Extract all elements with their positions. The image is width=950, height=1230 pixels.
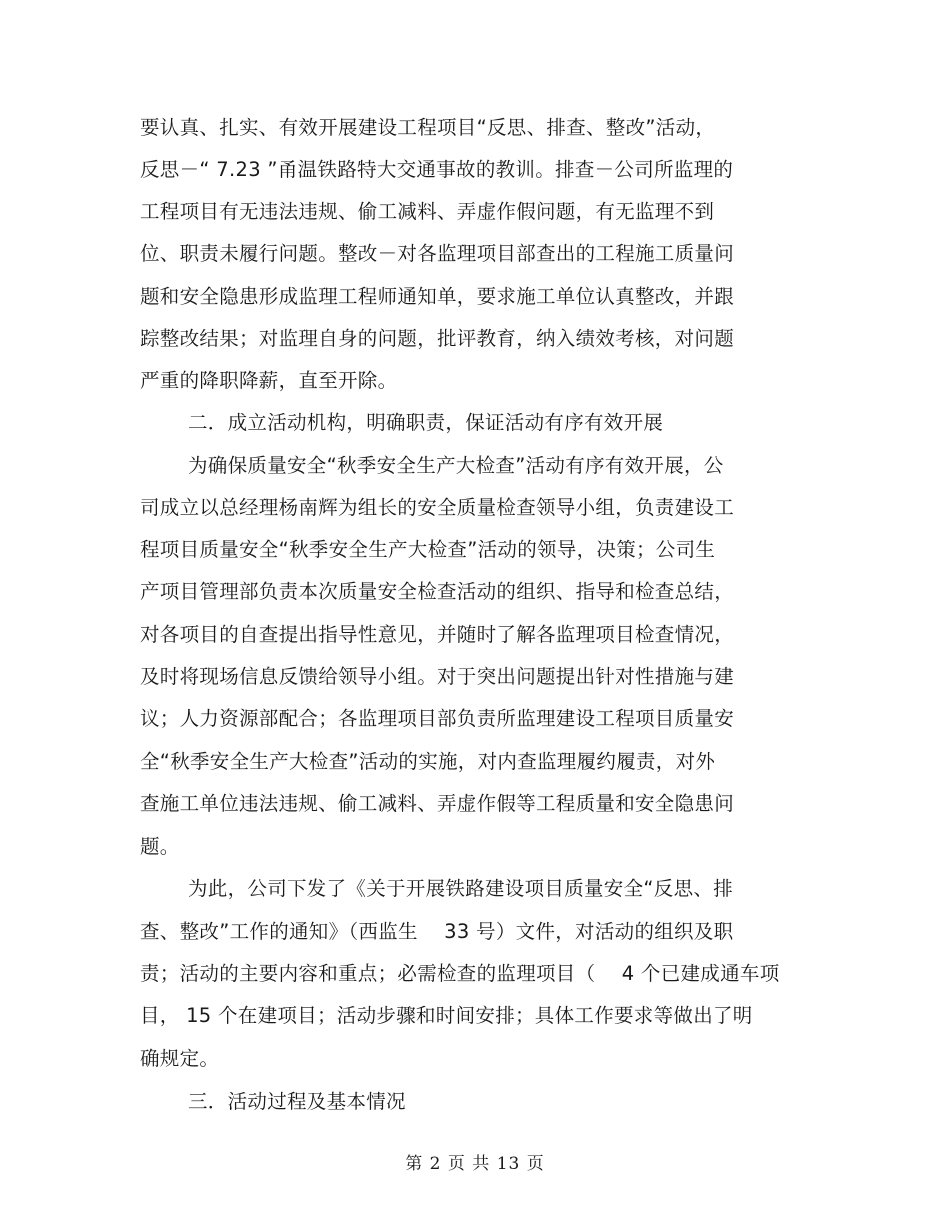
body-text-line: 位、职责未履行问题。整改－对各监理项目部查出的工程施工质量问 <box>140 242 735 265</box>
body-text-line: 对各项目的自查提出指导性意见，并随时了解各监理项目检查情况， <box>140 623 735 646</box>
body-text-line: 题。 <box>140 835 180 858</box>
page-number-footer: 第 2 页 共 13 页 <box>405 1154 545 1174</box>
body-text-line: 确规定。 <box>140 1047 220 1070</box>
body-text-line: 要认真、扎实、有效开展建设工程项目“反思、排查、整改”活动， <box>140 116 716 139</box>
body-text-line: 司成立以总经理杨南辉为组长的安全质量检查领导小组，负责建设工 <box>140 496 735 519</box>
body-text-line: 及时将现场信息反馈给领导小组。对于突出问题提出针对性措施与建 <box>140 665 735 688</box>
body-text-line: 责；活动的主要内容和重点；必需检查的监理项目（ 4 个已建成通车项 <box>140 962 780 985</box>
body-text-line: 程项目质量安全“秋季安全生产大检查”活动的领导，决策；公司生 <box>140 538 716 561</box>
section-heading: 三．活动过程及基本情况 <box>188 1090 406 1113</box>
body-text-line: 工程项目有无违法违规、偷工减料、弄虚作假问题，有无监理不到 <box>140 200 715 223</box>
body-text-line: 产项目管理部负责本次质量安全检查活动的组织、指导和检查总结， <box>140 580 735 603</box>
body-text-line: 议；人力资源部配合；各监理项目部负责所监理建设工程项目质量安 <box>140 707 735 730</box>
body-text-line: 题和安全隐患形成监理工程师通知单，要求施工单位认真整改，并跟 <box>140 285 735 308</box>
body-text-line: 全“秋季安全生产大检查”活动的实施，对内查监理履约履责，对外 <box>140 750 716 773</box>
body-text-line: 踪整改结果；对监理自身的问题，批评教育，纳入绩效考核，对问题 <box>140 327 735 350</box>
body-text-line: 查、整改”工作的通知》（西监生 33 号）文件，对活动的组织及职 <box>140 920 734 943</box>
body-text-line: 严重的降职降薪，直至开除。 <box>140 369 398 392</box>
body-text-line: 查施工单位违法违规、偷工减料、弄虚作假等工程质量和安全隐患问 <box>140 792 735 815</box>
body-text-line: 为确保质量安全“秋季安全生产大检查”活动有序有效开展，公 <box>188 454 724 477</box>
section-heading: 二．成立活动机构，明确职责，保证活动有序有效开展 <box>188 411 664 434</box>
body-text-line: 反思－“ 7.23 ”甬温铁路特大交通事故的教训。排查－公司所监理的 <box>140 158 734 181</box>
body-text-line: 为此，公司下发了《关于开展铁路建设项目质量安全“反思、排 <box>188 877 734 900</box>
body-text-line: 目， 15 个在建项目；活动步骤和时间安排；具体工作要求等做出了明 <box>140 1004 753 1027</box>
